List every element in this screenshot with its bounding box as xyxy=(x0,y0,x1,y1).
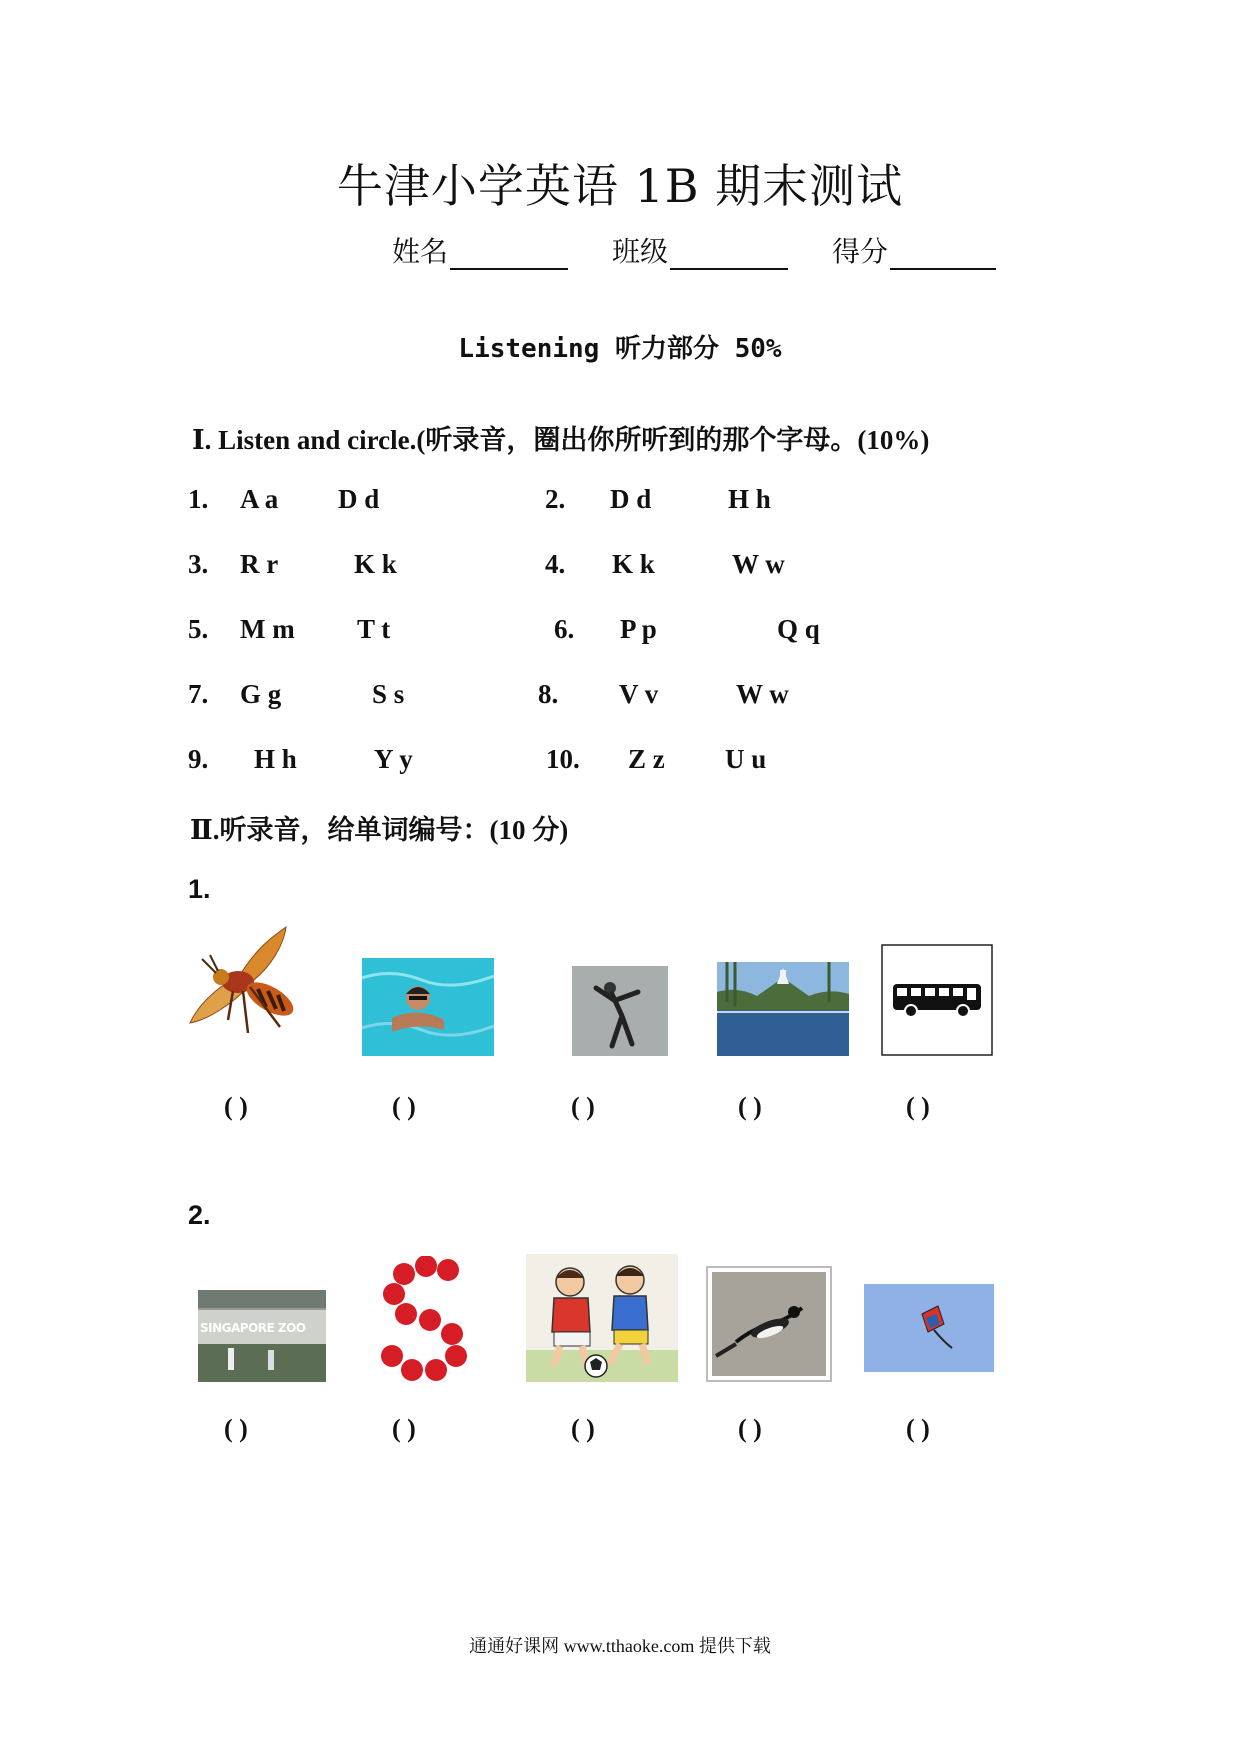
letter-option-a[interactable]: R r xyxy=(240,549,279,579)
question-number: 10. xyxy=(546,744,580,774)
question-number: 4. xyxy=(545,549,566,579)
zoo-picture xyxy=(198,1290,326,1382)
question-row-3 xyxy=(0,614,1240,654)
letter-option-a[interactable]: D d xyxy=(610,484,652,514)
letter-option-b[interactable]: U u xyxy=(725,744,767,774)
letter-s-flowers-picture xyxy=(378,1256,478,1382)
letter-option-b[interactable]: Y y xyxy=(374,744,413,774)
jumping-picture xyxy=(572,966,668,1056)
letter-option-b[interactable]: T t xyxy=(357,614,391,644)
question-number: 2. xyxy=(545,484,566,514)
kite-picture xyxy=(864,1284,994,1372)
group-number: 1. xyxy=(188,874,211,904)
letter-option-a[interactable]: A a xyxy=(240,484,279,514)
name-label: 姓名 xyxy=(392,237,449,268)
name-field[interactable] xyxy=(392,230,568,270)
answer-parentheses[interactable]: ( ) xyxy=(906,1414,930,1443)
answer-parentheses[interactable]: ( ) xyxy=(738,1092,762,1121)
lake-pagoda-picture xyxy=(717,962,849,1056)
question-row-4 xyxy=(0,679,1240,719)
swimming-picture xyxy=(362,958,494,1056)
score-blank[interactable] xyxy=(890,238,996,270)
answer-parentheses[interactable]: ( ) xyxy=(571,1414,595,1443)
letter-option-a[interactable]: M m xyxy=(240,614,295,644)
page-footer: 通通好课网 www.tthaoke.com 提供下载 xyxy=(469,1636,771,1656)
group-number: 2. xyxy=(188,1200,211,1230)
class-label: 班级 xyxy=(612,237,669,268)
question-row-2 xyxy=(0,549,1240,589)
answer-parentheses[interactable]: ( ) xyxy=(738,1414,762,1443)
letter-option-a[interactable]: G g xyxy=(240,679,282,709)
letter-option-a[interactable]: H h xyxy=(254,744,297,774)
bus-icon xyxy=(881,944,993,1056)
question-number: 9. xyxy=(188,744,209,774)
name-blank[interactable] xyxy=(450,238,568,270)
question-row-1 xyxy=(0,484,1240,524)
wasp-picture xyxy=(188,925,318,1051)
answer-parentheses[interactable]: ( ) xyxy=(906,1092,930,1121)
question-number: 5. xyxy=(188,614,209,644)
answer-parentheses[interactable]: ( ) xyxy=(224,1092,248,1121)
letter-option-b[interactable]: S s xyxy=(372,679,405,709)
part2-instruction: Ⅱ.听录音，给单词编号：(10 分) xyxy=(190,815,569,845)
letter-option-b[interactable]: K k xyxy=(354,549,397,579)
question-number: 3. xyxy=(188,549,209,579)
letter-option-a[interactable]: V v xyxy=(619,679,659,709)
question-row-5 xyxy=(0,744,1240,784)
football-kids-picture xyxy=(526,1254,678,1382)
answer-parentheses[interactable]: ( ) xyxy=(392,1092,416,1121)
letter-option-b[interactable]: H h xyxy=(728,484,771,514)
letter-option-b[interactable]: D d xyxy=(338,484,380,514)
letter-option-b[interactable]: W w xyxy=(736,679,789,709)
listening-section-title: Listening 听力部分 50% xyxy=(458,334,782,364)
score-label: 得分 xyxy=(832,237,889,268)
page-title: 牛津小学英语 1B 期末测试 xyxy=(336,159,904,213)
question-number: 1. xyxy=(188,484,209,514)
part1-instruction: Ⅰ. Listen and circle.(听录音，圈出你所听到的那个字母。(10%) xyxy=(192,425,930,455)
letter-option-a[interactable]: P p xyxy=(620,614,657,644)
class-blank[interactable] xyxy=(670,238,788,270)
letter-option-b[interactable]: Q q xyxy=(777,614,820,644)
letter-option-a[interactable]: Z z xyxy=(628,744,665,774)
answer-parentheses[interactable]: ( ) xyxy=(224,1414,248,1443)
zoo-sign-text: SINGAPORE ZOO xyxy=(200,1321,306,1335)
bird-picture xyxy=(706,1266,832,1382)
student-info-row xyxy=(392,230,1040,270)
answer-parentheses[interactable]: ( ) xyxy=(392,1414,416,1443)
question-number: 7. xyxy=(188,679,209,709)
question-number: 6. xyxy=(554,614,575,644)
letter-option-b[interactable]: W w xyxy=(732,549,785,579)
letter-option-a[interactable]: K k xyxy=(612,549,655,579)
score-field[interactable] xyxy=(832,230,996,270)
class-field[interactable] xyxy=(612,230,788,270)
answer-parentheses[interactable]: ( ) xyxy=(571,1092,595,1121)
question-number: 8. xyxy=(538,679,559,709)
